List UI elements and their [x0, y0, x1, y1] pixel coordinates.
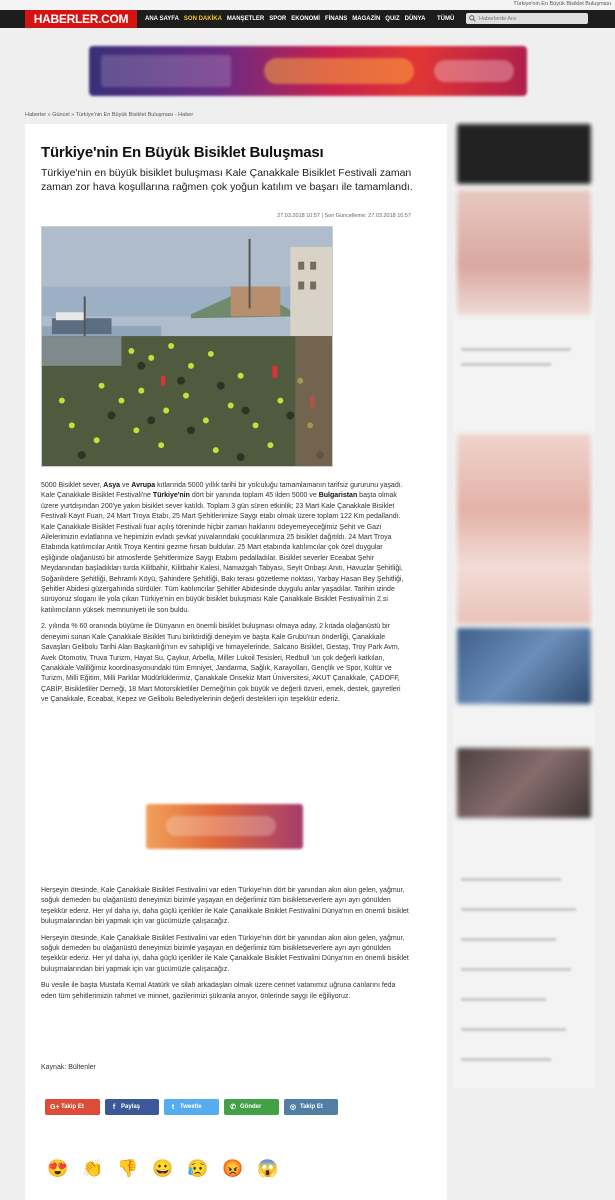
menu-item-dunya[interactable]: DÜNYA	[404, 16, 426, 22]
menu-item-magazin[interactable]: MAGAZİN	[352, 16, 381, 22]
article-paragraph-5: Bu vesile ile başta Mustafa Kemal Atatürk ve silah arkadaşları olmak üzere cennet vatanımız uğruna canlarını feda eden tüm şehitlerimizin rahmet ve minnet, gazilerimizi şükranla anıyor, önlerinde saygı ile eğiliyoruz.	[41, 982, 396, 1000]
sidebar-blurred-line	[461, 998, 546, 1001]
article-body-continued	[41, 886, 409, 1008]
menu-item-mansetler[interactable]: MANŞETLER	[226, 16, 265, 22]
menu-item-ana-sayfa[interactable]: ANA SAYFA	[145, 16, 179, 22]
search-input[interactable]	[479, 16, 579, 22]
instagram-icon: ◎	[289, 1104, 297, 1111]
whatsapp-send-button[interactable]	[224, 1099, 279, 1115]
article-body	[41, 481, 409, 712]
menu-item-tumu[interactable]: TÜMÜ	[437, 16, 455, 22]
sidebar-blurred-line	[461, 348, 571, 351]
instagram-follow-button[interactable]	[284, 1099, 338, 1115]
clap-emoji-icon[interactable]: 👏	[82, 1159, 104, 1178]
facebook-share-button[interactable]	[105, 1099, 159, 1115]
menu-item-quiz[interactable]: QUIZ	[385, 16, 400, 22]
angry-emoji-icon[interactable]: 😡	[222, 1159, 244, 1178]
sidebar-ad-3[interactable]	[457, 434, 591, 624]
menu-item-finans[interactable]: FİNANS	[324, 16, 348, 22]
whatsapp-icon: ✆	[230, 1104, 236, 1111]
sidebar-blurred-line	[461, 968, 571, 971]
main-navbar	[0, 10, 615, 28]
top-advertisement-banner[interactable]	[89, 46, 527, 96]
menu-item-son-dakika[interactable]: SON DAKİKA	[183, 16, 222, 22]
sidebar-ad-2[interactable]	[457, 190, 591, 315]
sidebar-blurred-line	[461, 908, 576, 911]
article-paragraph-3: Herşeyin ötesinde, Kale Çanakkale Bisiklet Festivalini var eden Türkiye'nin dört bir yanından akın akın gelen, yağmur, soğuk demeden bu olağanüstü deneyimizi bizimle yaşayan en değerlimiz tüm bisikletseverlere ayrı ayrı gönülden teşekkür ederiz. Her yıl daha iyi, daha güçlü içerikler ile Kale Çanakkale Bisiklet Festivalini Dünya'nın en önemli bisiklet buluşmalarından biri yapmak için var gücümüzle çalışacağız.	[41, 887, 409, 926]
search-icon	[469, 15, 476, 22]
article-summary: Türkiye'nin en büyük bisiklet buluşması Kale Çanakkale Bisiklet Festivali zaman zaman zor hava koşullarına rağmen çok yoğun katılım ve başarı ile tamamlandı.	[41, 167, 413, 193]
shock-emoji-icon[interactable]: 😱	[257, 1159, 279, 1178]
article-main-photo[interactable]	[41, 226, 333, 467]
sidebar	[453, 118, 595, 1088]
share-button-label: Takip Et	[300, 1104, 323, 1110]
laugh-emoji-icon[interactable]: 😀	[152, 1159, 174, 1178]
article-source: Kaynak: Bültenler	[41, 1064, 96, 1071]
sidebar-blurred-line	[461, 878, 561, 881]
google-plus-follow-button[interactable]	[45, 1099, 100, 1115]
article-paragraph-4: Herşeyin ötesinde, Kale Çanakkale Bisiklet Festivalini var eden Türkiye'nin dört bir yanından akın akın gelen, yağmur, soğuk demeden bu olağanüstü deneyimizi bizimle yaşayan en değerlimiz tüm bisikletseverlere ayrı ayrı gönülden teşekkür ederiz. Her yıl daha iyi, daha güçlü içerikler ile Kale Çanakkale Bisiklet Festivalini Dünya'nın en önemli bisiklet buluşmalarından biri yapmak için var gücümüzle çalışacağız.	[41, 934, 409, 973]
love-emoji-icon[interactable]: 😍	[47, 1159, 69, 1178]
sidebar-blurred-line	[461, 938, 556, 941]
article-paragraph-2: 2. yılında % 60 oranında büyüme ile Dünyanın en önemli bisiklet buluşması olmaya aday, 2 kıtada olağanüstü bir deneyimi sunan Kale Çanakkale Bisiklet Turu biriktirdiği deneyim ve başta Kale Grubu'nun önderliği, Çanakkale Savaşları Gelibolu Tarihi Alan Başkanlığı'nın ev sahipliği ve himayelerinde, Salcano Bisiklet, Gestaş, Troy Park Avm, Avek Otomotiv, Truva Turizm, Hayat Su, Çaykur, Arbella, Miller Lukoil Tesisleri, Redbull 'un çok değerli katkıları, Çanakkale Valiliğimiz koordinasyonundaki tüm Emniyet, Jandarma, Sağlık, Karayolları, Gençlik ve Spor, Kültür ve Turizm, Milli Eğitim, Milli Parklar Müdürlüklerimiz, Çanakkale Onsekiz Mart Üniversitesi, AKUT Çanakkale, ÇADOFF, ÇABİP, Bisikletliler Derneği, 18 Mart Motorsikletliler Derneği'nin çok büyük ve değerli özveri, emek, destek, gayretleri ve Çanakkale, Eceabat, Kepez ve Gelibolu Belediyelerinin değerli destekleri için teşekkür ederiz.	[41, 623, 401, 704]
breadcrumb[interactable]: Haberler » Güncel » Türkiye'nin En Büyük Bisiklet Buluşması - Haber	[25, 112, 194, 118]
main-menu	[145, 10, 425, 28]
site-logo[interactable]: HABERLER.COM	[25, 10, 137, 28]
article-paragraph-1: 5000 Bisiklet sever, Asya ve Avrupa kıtlarında 5000 yıllık tarihi bir yolculuğu tamamlamanın tarifsiz gururunu yaşadı. Kale Çanakkale Bisiklet Festivali'ne Türkiye'nin dört bir yanında toplam 45 ilden 5000 ve Bulgaristan başta olmak üzere yurtdışından 200'ye yakın bisiklet sever katıldı. Toplam 3 gün süren etkinlik; 23 Mart Kale Çanakkale Bisiklet Festivali Kayıt Fuarı, 24 Mart Troya Etabı, 25 Mart Şehitlerimize Saygı etabı olmak üzere toplam 122 Km pedallandı. Kale Çanakkale Bisiklet Festivali fuar açılış töreninde hiçbir zaman haklarını ödeyemeyeceğimiz Şehit ve Gazi Ailelerimizin evlatlarına ve hepimizin evladı şevkat yuvalarındaki çocuklarımıza 25 bisiklet dağıtıldı. 24 Mart Troya Etabında katılımcılar Antik Troya Kentini gezme fırsatı buldular. 25 Mart etabında katılımcılar çok özel duygular eşliğinde olağanüstü bir atmosferde Şehitlerimize Saygı Etabını pedalladılar. Bisiklet severler Eceabat Şehir Meydanından başladıkları turda Kilitbahir, Kilitbahir Kalesi, Namazgah Tabyası, Seyit Onbaşı Anıtı, Havuzlar Şehitliği, Soğanlıdere Şehitliği, Behramlı Köyü, Şahindere Şehitliği, Bakı terası gözetleme noktası, Yarbay Hasan Bey Şehitliği, Şehitler Abidesi güzergahında sürdüler. Tüm katılımcılar Şehitler Abidesinde duygulu anlar yaşadılar. Tarihin izinde sürüyoruz sloganı ile yola çıkan Türkiye'nin en büyük bisiklet buluşması Kale Çanakkale Bisiklet Festivali'nin 2.si katılımcıların yüksek memnuniyeti ile son buldu.	[41, 482, 404, 614]
sidebar-blurred-line	[461, 1058, 551, 1061]
sidebar-blurred-line	[461, 1028, 566, 1031]
article-container	[25, 124, 447, 1200]
share-button-label: Takip Et	[61, 1104, 84, 1110]
sidebar-news-thumbnail-1[interactable]	[457, 628, 591, 704]
menu-item-ekonomi[interactable]: EKONOMİ	[291, 16, 320, 22]
thumbs-down-emoji-icon[interactable]: 👎	[117, 1159, 139, 1178]
share-button-label: Tweetle	[180, 1104, 202, 1110]
twitter-icon: t	[171, 1103, 175, 1111]
sidebar-ad-1[interactable]	[457, 124, 591, 184]
share-button-label: Paylaş	[121, 1104, 141, 1110]
menu-item-spor[interactable]: SPOR	[269, 16, 287, 22]
sad-emoji-icon[interactable]: 😥	[187, 1159, 209, 1178]
sidebar-news-thumbnail-2[interactable]	[457, 748, 591, 818]
twitter-tweet-button[interactable]	[164, 1099, 219, 1115]
share-buttons	[45, 1099, 338, 1115]
inline-advertisement[interactable]	[146, 804, 303, 849]
article-dates: 27.03.2018 10:57 | Son Güncelleme: 27.03.2018 10:57	[277, 213, 411, 219]
share-button-label: Gönder	[240, 1104, 262, 1110]
sidebar-blurred-line	[461, 363, 551, 366]
top-strip-title: Türkiye'nin En Büyük Bisiklet Buluşması	[513, 1, 611, 7]
facebook-icon: f	[112, 1103, 116, 1111]
google-plus-icon: G+	[50, 1103, 60, 1111]
reaction-bar	[47, 1159, 277, 1179]
search-box[interactable]	[466, 13, 588, 24]
article-title: Türkiye'nin En Büyük Bisiklet Buluşması	[41, 144, 324, 161]
top-strip	[0, 0, 615, 10]
